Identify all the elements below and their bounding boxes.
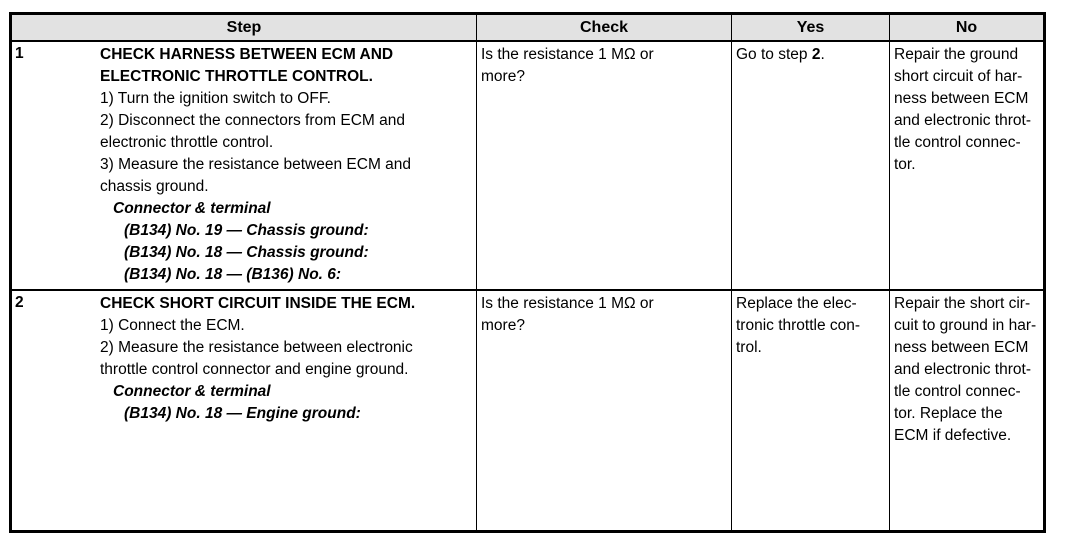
no-line: tle control connec-	[894, 134, 1021, 151]
no-line: short circuit of har-	[894, 68, 1023, 85]
step-title-line: CHECK SHORT CIRCUIT INSIDE THE ECM.	[100, 295, 416, 312]
procedure-table	[11, 14, 1044, 531]
step-number: 1	[15, 45, 24, 62]
yes-step-ref: 2	[811, 46, 821, 63]
diagnostic-procedure-table	[9, 12, 1046, 533]
no-cell	[890, 290, 1044, 531]
connector-item: (B134) No. 18 — Chassis ground:	[124, 244, 369, 261]
yes-line	[736, 44, 885, 66]
check-line: Is the resistance 1 MΩ or	[481, 295, 654, 312]
no-line: tor. Replace the	[894, 405, 1003, 422]
no-line: Repair the ground	[894, 46, 1019, 63]
no-line: Repair the short cir-	[894, 295, 1031, 312]
step-title-line: ELECTRONIC THROTTLE CONTROL.	[100, 68, 373, 85]
check-line: more?	[481, 317, 525, 334]
header-step: Step	[12, 15, 477, 42]
connector-item: (B134) No. 19 — Chassis ground:	[124, 222, 369, 239]
no-line: cuit to ground in har-	[894, 317, 1037, 334]
yes-cell	[732, 41, 890, 290]
step-title-line: CHECK HARNESS BETWEEN ECM AND	[100, 46, 394, 63]
yes-end: .	[820, 46, 825, 63]
instruction-line: 2) Measure the resistance between electronic	[100, 339, 413, 356]
yes-text: Go to step	[736, 46, 812, 63]
instruction-line: 2) Disconnect the connectors from ECM and	[100, 112, 405, 129]
instruction-line: throttle control connector and engine ground.	[100, 361, 409, 378]
check-cell	[477, 41, 732, 290]
check-line: Is the resistance 1 MΩ or	[481, 46, 654, 63]
header-check: Check	[477, 15, 732, 42]
check-line: more?	[481, 68, 525, 85]
step-cell	[12, 290, 477, 531]
no-line: and electronic throt-	[894, 112, 1031, 129]
connector-heading: Connector & terminal	[113, 200, 271, 217]
header-yes: Yes	[732, 15, 890, 42]
table-row	[12, 290, 1044, 531]
table-row	[12, 41, 1044, 290]
connector-item: (B134) No. 18 — Engine ground:	[124, 405, 361, 422]
instruction-line: 1) Turn the ignition switch to OFF.	[100, 90, 331, 107]
no-line: and electronic throt-	[894, 361, 1031, 378]
instruction-line: 1) Connect the ECM.	[100, 317, 245, 334]
yes-cell	[732, 290, 890, 531]
header-no: No	[890, 15, 1044, 42]
yes-line: Replace the elec-	[736, 295, 857, 312]
connector-item: (B134) No. 18 — (B136) No. 6:	[124, 266, 342, 283]
no-line: ness between ECM	[894, 339, 1029, 356]
connector-heading: Connector & terminal	[113, 383, 271, 400]
step-cell	[12, 41, 477, 290]
no-line: tle control connec-	[894, 383, 1021, 400]
no-cell	[890, 41, 1044, 290]
instruction-line: chassis ground.	[100, 178, 209, 195]
no-line: ECM if defective.	[894, 427, 1012, 444]
instruction-line: 3) Measure the resistance between ECM and	[100, 156, 412, 173]
instruction-line: electronic throttle control.	[100, 134, 274, 151]
yes-line: trol.	[736, 339, 762, 356]
yes-line: tronic throttle con-	[736, 317, 861, 334]
no-line: ness between ECM	[894, 90, 1029, 107]
step-number: 2	[15, 294, 24, 311]
no-line: tor.	[894, 156, 916, 173]
check-cell	[477, 290, 732, 531]
header-row	[12, 15, 1044, 42]
